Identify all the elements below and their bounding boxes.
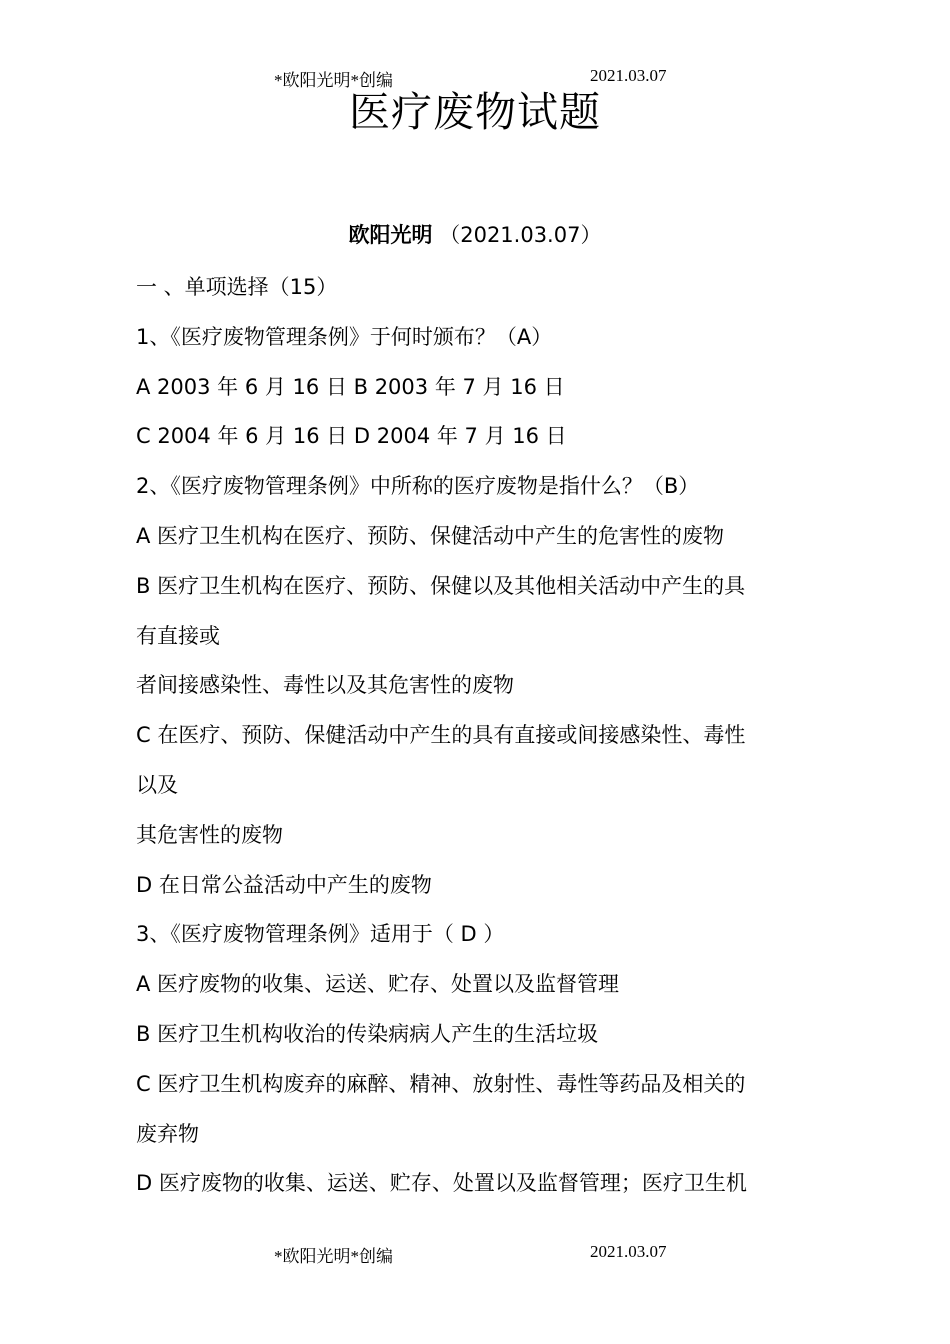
question-1-options-cd: C 2004 年 6 月 16 日 D 2004 年 7 月 16 日 [136, 424, 567, 449]
document-title: 医疗废物试题 [349, 88, 601, 136]
footer-author: *欧阳光明*创编 [274, 1247, 393, 1266]
question-3-option-c: C 医疗卫生机构废弃的麻醉、精神、放射性、毒性等药品及相关的 [136, 1071, 746, 1096]
question-2-option-a: A 医疗卫生机构在医疗、预防、保健活动中产生的危害性的废物 [136, 523, 725, 548]
question-2-option-c-cont-1: 以及 [136, 772, 178, 797]
section-heading: 一 、单项选择（15） [136, 275, 338, 299]
question-2: 2、《医疗废物管理条例》中所称的医疗废物是指什么？（B） [136, 474, 700, 499]
question-3: 3、《医疗废物管理条例》适用于（ D ） [136, 922, 505, 947]
question-2-option-d: D 在日常公益活动中产生的废物 [136, 872, 432, 897]
question-2-option-b-cont-2: 者间接感染性、毒性以及其危害性的废物 [136, 673, 514, 698]
author-line [0, 220, 950, 250]
question-3-option-a: A 医疗废物的收集、运送、贮存、处置以及监督管理 [136, 972, 620, 997]
question-3-option-c-cont: 废弃物 [136, 1121, 199, 1146]
author-name: 欧阳光明 [348, 223, 433, 247]
header-author: *欧阳光明*创编 [274, 71, 393, 90]
question-3-option-d: D 医疗废物的收集、运送、贮存、处置以及监督管理；医疗卫生机 [136, 1171, 747, 1196]
header-date: 2021.03.07 [590, 66, 667, 85]
question-2-option-b: B 医疗卫生机构在医疗、预防、保健以及其他相关活动中产生的具 [136, 573, 746, 598]
question-body [136, 269, 826, 1215]
footer-date: 2021.03.07 [590, 1242, 667, 1261]
question-1: 1、《医疗废物管理条例》于何时颁布？（A） [136, 324, 553, 349]
question-2-option-c: C 在医疗、预防、保健活动中产生的具有直接或间接感染性、毒性 [136, 723, 746, 748]
question-2-option-b-cont-1: 有直接或 [136, 623, 220, 648]
author-date: （2021.03.07） [439, 223, 602, 247]
question-1-options-ab: A 2003 年 6 月 16 日 B 2003 年 7 月 16 日 [136, 374, 565, 399]
question-3-option-b: B 医疗卫生机构收治的传染病病人产生的生活垃圾 [136, 1021, 599, 1046]
page-footer [0, 1242, 950, 1266]
question-2-option-c-cont-2: 其危害性的废物 [136, 822, 283, 847]
